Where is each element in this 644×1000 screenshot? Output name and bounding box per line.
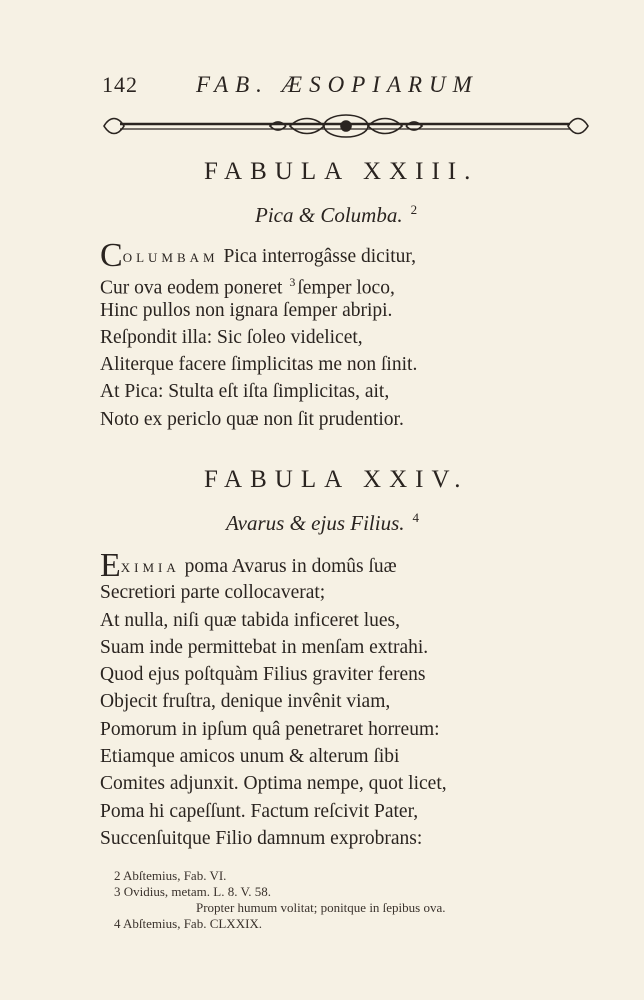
footnote: 3 Ovidius, metam. L. 8. V. 58.	[114, 884, 271, 899]
first-line-rest: poma Avarus in domûs ſuæ	[179, 556, 397, 577]
fable-23-title: FABULA XXIII.	[204, 158, 479, 185]
poem-line	[100, 237, 500, 274]
footnote: 4 Abſtemius, Fab. CLXXIX.	[114, 916, 263, 931]
drop-cap: E	[100, 547, 121, 584]
ornamental-rule	[100, 110, 592, 144]
poem-line	[100, 547, 500, 584]
fable-24-title: FABULA XXIV.	[204, 466, 469, 493]
page-number: 142	[102, 72, 138, 97]
fable-24-subtitle	[226, 510, 419, 536]
running-head	[102, 72, 522, 102]
poem-line: At nulla, niſi quæ tabida inficeret lues,	[100, 609, 401, 631]
fable-23-subtitle-text: Pica & Columba.	[255, 203, 403, 227]
footnote-ref-3: 3	[289, 275, 296, 290]
poem-line: Noto ex periclo quæ non ſit prudentior.	[100, 408, 404, 430]
footnotes	[114, 868, 544, 932]
fable-23-subtitle	[255, 202, 417, 228]
footnote-ref-2: 2	[410, 202, 418, 217]
fable-24-poem	[100, 547, 500, 852]
first-line-rest: Pica interrogâsse dicitur,	[218, 246, 417, 267]
line-text: ſemper loco,	[297, 277, 395, 299]
running-title: FAB. ÆSOPIARUM	[196, 72, 479, 97]
poem-line: Poma hi capeſſunt. Factum reſcivit Pater,	[100, 800, 419, 822]
poem-line: Comites adjunxit. Optima nempe, quot licet,	[100, 773, 447, 795]
poem-line: Secretiori parte collocaverat;	[100, 582, 326, 604]
fable-23-poem	[100, 237, 500, 433]
first-word: OLUMBAM	[122, 250, 219, 265]
line-text: Cur ova eodem poneret	[100, 277, 283, 299]
poem-line: Aliterque facere ſimplicitas me non ſinit.	[100, 354, 418, 376]
first-word: XIMIA	[120, 560, 180, 575]
footnote: 2 Abſtemius, Fab. VI.	[114, 868, 227, 883]
poem-line: Hinc pullos non ignara ſemper abripi.	[100, 299, 393, 321]
poem-line: At Pica: Stulta eſt iſta ſimplicitas, ait,	[100, 381, 390, 403]
fable-24-subtitle-text: Avarus & ejus Filius.	[226, 511, 405, 535]
poem-line: Objecit fruſtra, denique invênit viam,	[100, 691, 391, 713]
poem-line: Reſpondit illa: Sic ſoleo videlicet,	[100, 326, 363, 348]
poem-line: Succenſuitque Filio damnum exprobrans:	[100, 827, 423, 849]
poem-line	[100, 269, 500, 299]
footnote-quote: Propter humum volitat; ponitque in ſepibus ova.	[196, 900, 446, 915]
poem-line: Quod ejus poſtquàm Filius graviter ferens	[100, 664, 426, 686]
poem-line: Suam inde permittebat in menſam extrahi.	[100, 636, 429, 658]
poem-line: Etiamque amicos unum & alterum ſibi	[100, 746, 400, 768]
footnote-ref-4: 4	[412, 510, 419, 525]
drop-cap: C	[100, 237, 123, 274]
poem-line: Pomorum in ipſum quâ penetraret horreum:	[100, 718, 440, 740]
